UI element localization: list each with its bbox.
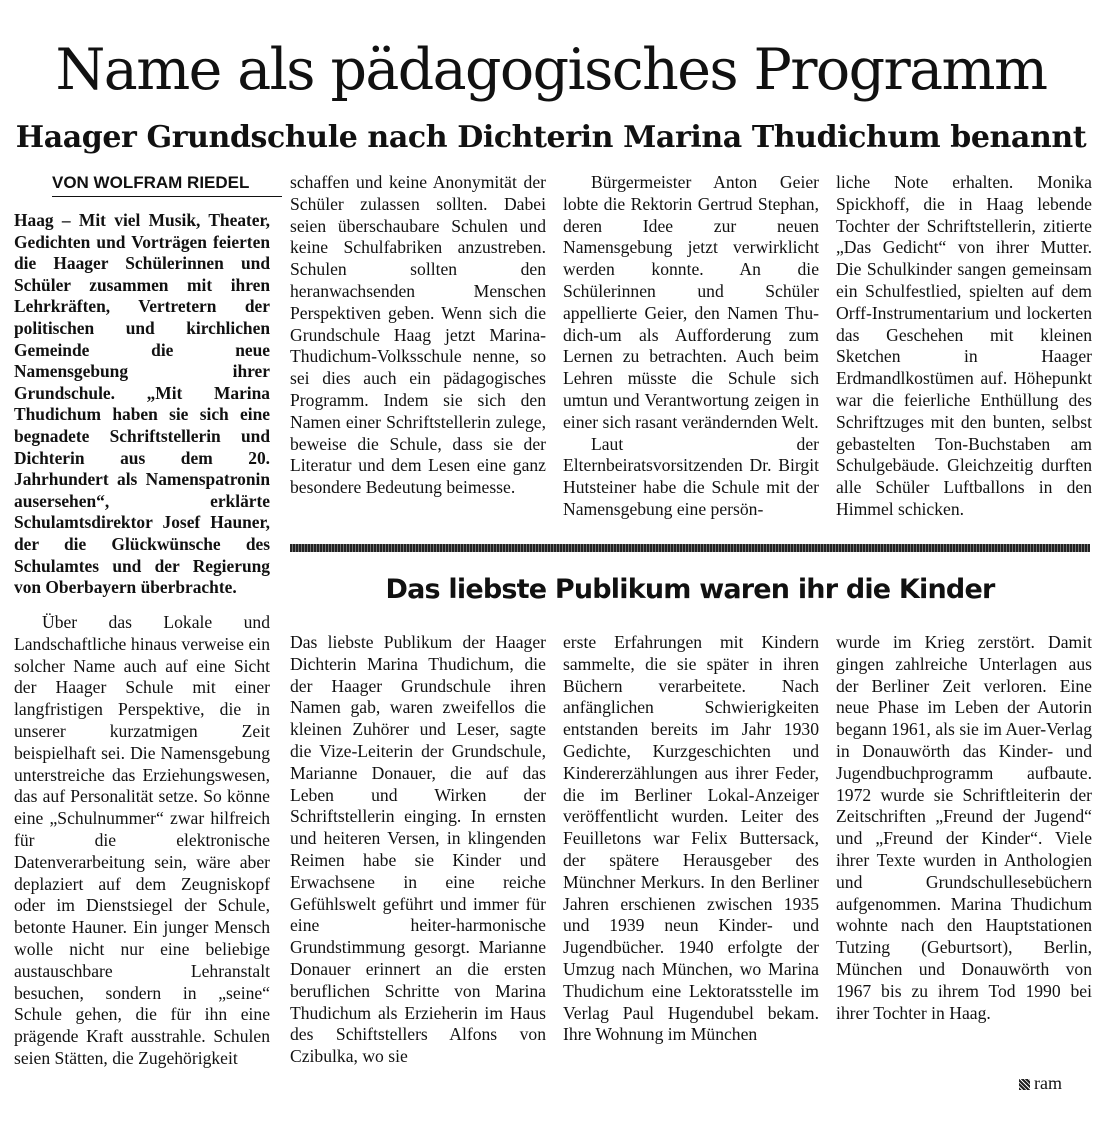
article-column-4 — [836, 172, 1092, 521]
sidebar-column-1 — [290, 632, 546, 1068]
headline: Name als pädagogisches Programm — [55, 37, 1047, 103]
article-column-3 — [563, 172, 819, 521]
body-paragraph: Über das Lokale und Landschaftliche hinaus verweise ein solcher Name auch auf eine Sicht der Haager Schule mit einer langfristigen Perspektive, die in unserer kurzatmigen Zeit beispielhaft sei. Die Namensgebung unterstreiche das Erziehungswesen, das auf Personalität setze. So könne eine „Schulnummer“ zwar hilfreich für die elektronische Datenverarbeitung sein, wäre aber deplaziert auf dem Zeugniskopf oder im Dienstsiegel der Schule, betonte Hauner. Ein junger Mensch wolle nicht nur eine beliebige austauschbare Lehranstalt besuchen, sondern in „seine“ Schule gehen, die für ihn eine prägende Kraft ausstrahle. Schulen seien Stätten, die Zugehörigkeit — [14, 612, 270, 1068]
body-paragraph: wurde im Krieg zerstört. Damit gingen zahlreiche Unterlagen aus der Berliner Zeit verloren. Eine neue Phase im Leben der Autorin begann 1961, als sie im Auer-Verlag in Donauwörth das Kinder- und Jugendbuchprogramm aufbaute. 1972 wurde sie Schriftleiterin der Zeitschriften „Freund der Jugend“ und „Freund der Kinder“. Viele ihrer Texte wurden in Anthologien und Grundschullesebüchern aufgenommen. Marina Thudichum wohnte nach den Hauptstationen Tutzing (Geburtsort), Berlin, München und Donauwörth von 1967 bis zu ihrem Tod 1990 bei ihrer Tochter in Haag. — [836, 632, 1092, 1023]
lead-paragraph: Haag – Mit viel Musik, Theater, Gedichten und Vorträgen feierten die Haager Schülerinnen und Schüler zusammen mit ihren Lehrkräften, Vertretern der politischen und kirchlichen Gemeinde die neue Namensgebung ihrer Grundschule. „Mit Marina Thudichum haben sie sich eine begnadete Schriftstellerin und Dichterin aus dem 20. Jahrhundert als Namenspatronin ausersehen“, erklärte Schulamtsdirektor Josef Hauner, der die Glückwünsche des Schulamtes und der Regierung von Oberbayern überbrachte. — [14, 210, 270, 598]
body-paragraph: Das liebste Publikum der Haager Dichterin Marina Thudichum, die der Haager Grundschule ihren Namen gab, waren zweifellos die kleinen Zuhörer und Leser, sagte die Vize-Leiterin der Grundschule, Marianne Donauer, die auf das Leben und Wirken der Schriftstellerin einging. In ernsten und heiteren Versen, in klingenden Reimen habe sie Kinder und Erwachsene in eine reiche Gefühlswelt geführt und immer für eine heiter-harmonische Grundstimmung gesorgt. Marianne Donauer erinnert an die ersten beruflichen Schritte von Marina Thudichum als Erzieherin im Haus des Schiftstellers Alfons von Czibulka, wo sie — [290, 632, 546, 1067]
body-paragraph: liche Note erhalten. Monika Spickhoff, die in Haag lebende Tochter der Schriftstellerin, zitierte „Das Gedicht“ von ihrer Mutter. Die Schulkinder sangen gemeinsam ein Schulfestlied, spielten auf dem Orff-Instrumentarium und lockerten das Geschehen mit kleinen Sketchen in Haager Erdmandlkostümen auf. Höhepunkt war die feierliche Enthüllung des Schriftzuges mit den bunten, selbst gebastelten Ton-Buchstaben am Schulgebäude. Gleichzeitig durften alle Schüler Luftballons in den Himmel schicken. — [836, 172, 1092, 519]
body-paragraph: Bürgermeister Anton Geier lobte die Rektorin Gertrud Stephan, deren Idee zur neuen Namensgebung jetzt verwirklicht werden konnte. An die Schülerinnen und Schüler appellierte Geier, den Namen Thu-dich-um als Aufforderung zum Lernen zu betrachten. Auch beim Lehren müsste die Schule sich umtun und Verantwortung zeigen in einer sich rasant verändernden Welt. — [563, 172, 819, 432]
section-divider — [290, 544, 1090, 552]
body-paragraph: schaffen und keine Anonymität der Schüler zulassen sollten. Dabei seien überschaubare Schulen und keine Schulfabriken anzustreben. Schulen sollten den heranwachsenden Menschen Perspektiven geben. Wenn sich die Grundschule Haag jetzt Marina-Thudichum-Volksschule nenne, so sei dies auch ein pädagogisches Programm. Indem sie sich den Namen einer Schriftstellerin zulege, beweise die Schule, dass sie der Literatur und dem Lesen eine ganz besondere Bedeutung beimesse. — [290, 172, 546, 498]
author-signature — [1019, 1072, 1062, 1094]
body-paragraph: erste Erfahrungen mit Kindern sammelte, die sie später in ihren Büchern verarbeitete. Nach anfänglichen Schwierigkeiten entstanden bereits im Jahr 1930 Gedichte, Kurzgeschichten und Kindererzählungen aus ihrer Feder, die im Berliner Lokal-Anzeiger veröffentlicht wurden. Leiter des Feuilletons war Felix Buttersack, der spätere Herausgeber des Münchner Merkurs. In den Berliner Jahren erschienen zwischen 1935 und 1939 neun Kinder- und Jugendbücher. 1940 erfolgte der Umzug nach München, wo Marina Thudichum eine Lektoratsstelle im Verlag Paul Hugendubel bekam. Ihre Wohnung im München — [563, 632, 819, 1045]
subheadline: Haager Grundschule nach Dichterin Marina Thudichum benannt — [15, 120, 1087, 155]
byline: VON WOLFRAM RIEDEL — [52, 170, 282, 197]
article-column-2 — [290, 172, 546, 499]
sidebar-column-3 — [836, 632, 1092, 1024]
signature-text: ram — [1034, 1073, 1062, 1093]
sidebar-headline: Das liebste Publikum waren ihr die Kinder — [385, 574, 995, 605]
end-mark-icon — [1019, 1079, 1030, 1090]
body-paragraph: Laut der Elternbeiratsvorsitzenden Dr. Birgit Hutsteiner habe die Schule mit der Namensgebung eine persön- — [563, 433, 819, 519]
sidebar-column-2 — [563, 632, 819, 1046]
article-column-1-continued — [14, 612, 270, 1070]
